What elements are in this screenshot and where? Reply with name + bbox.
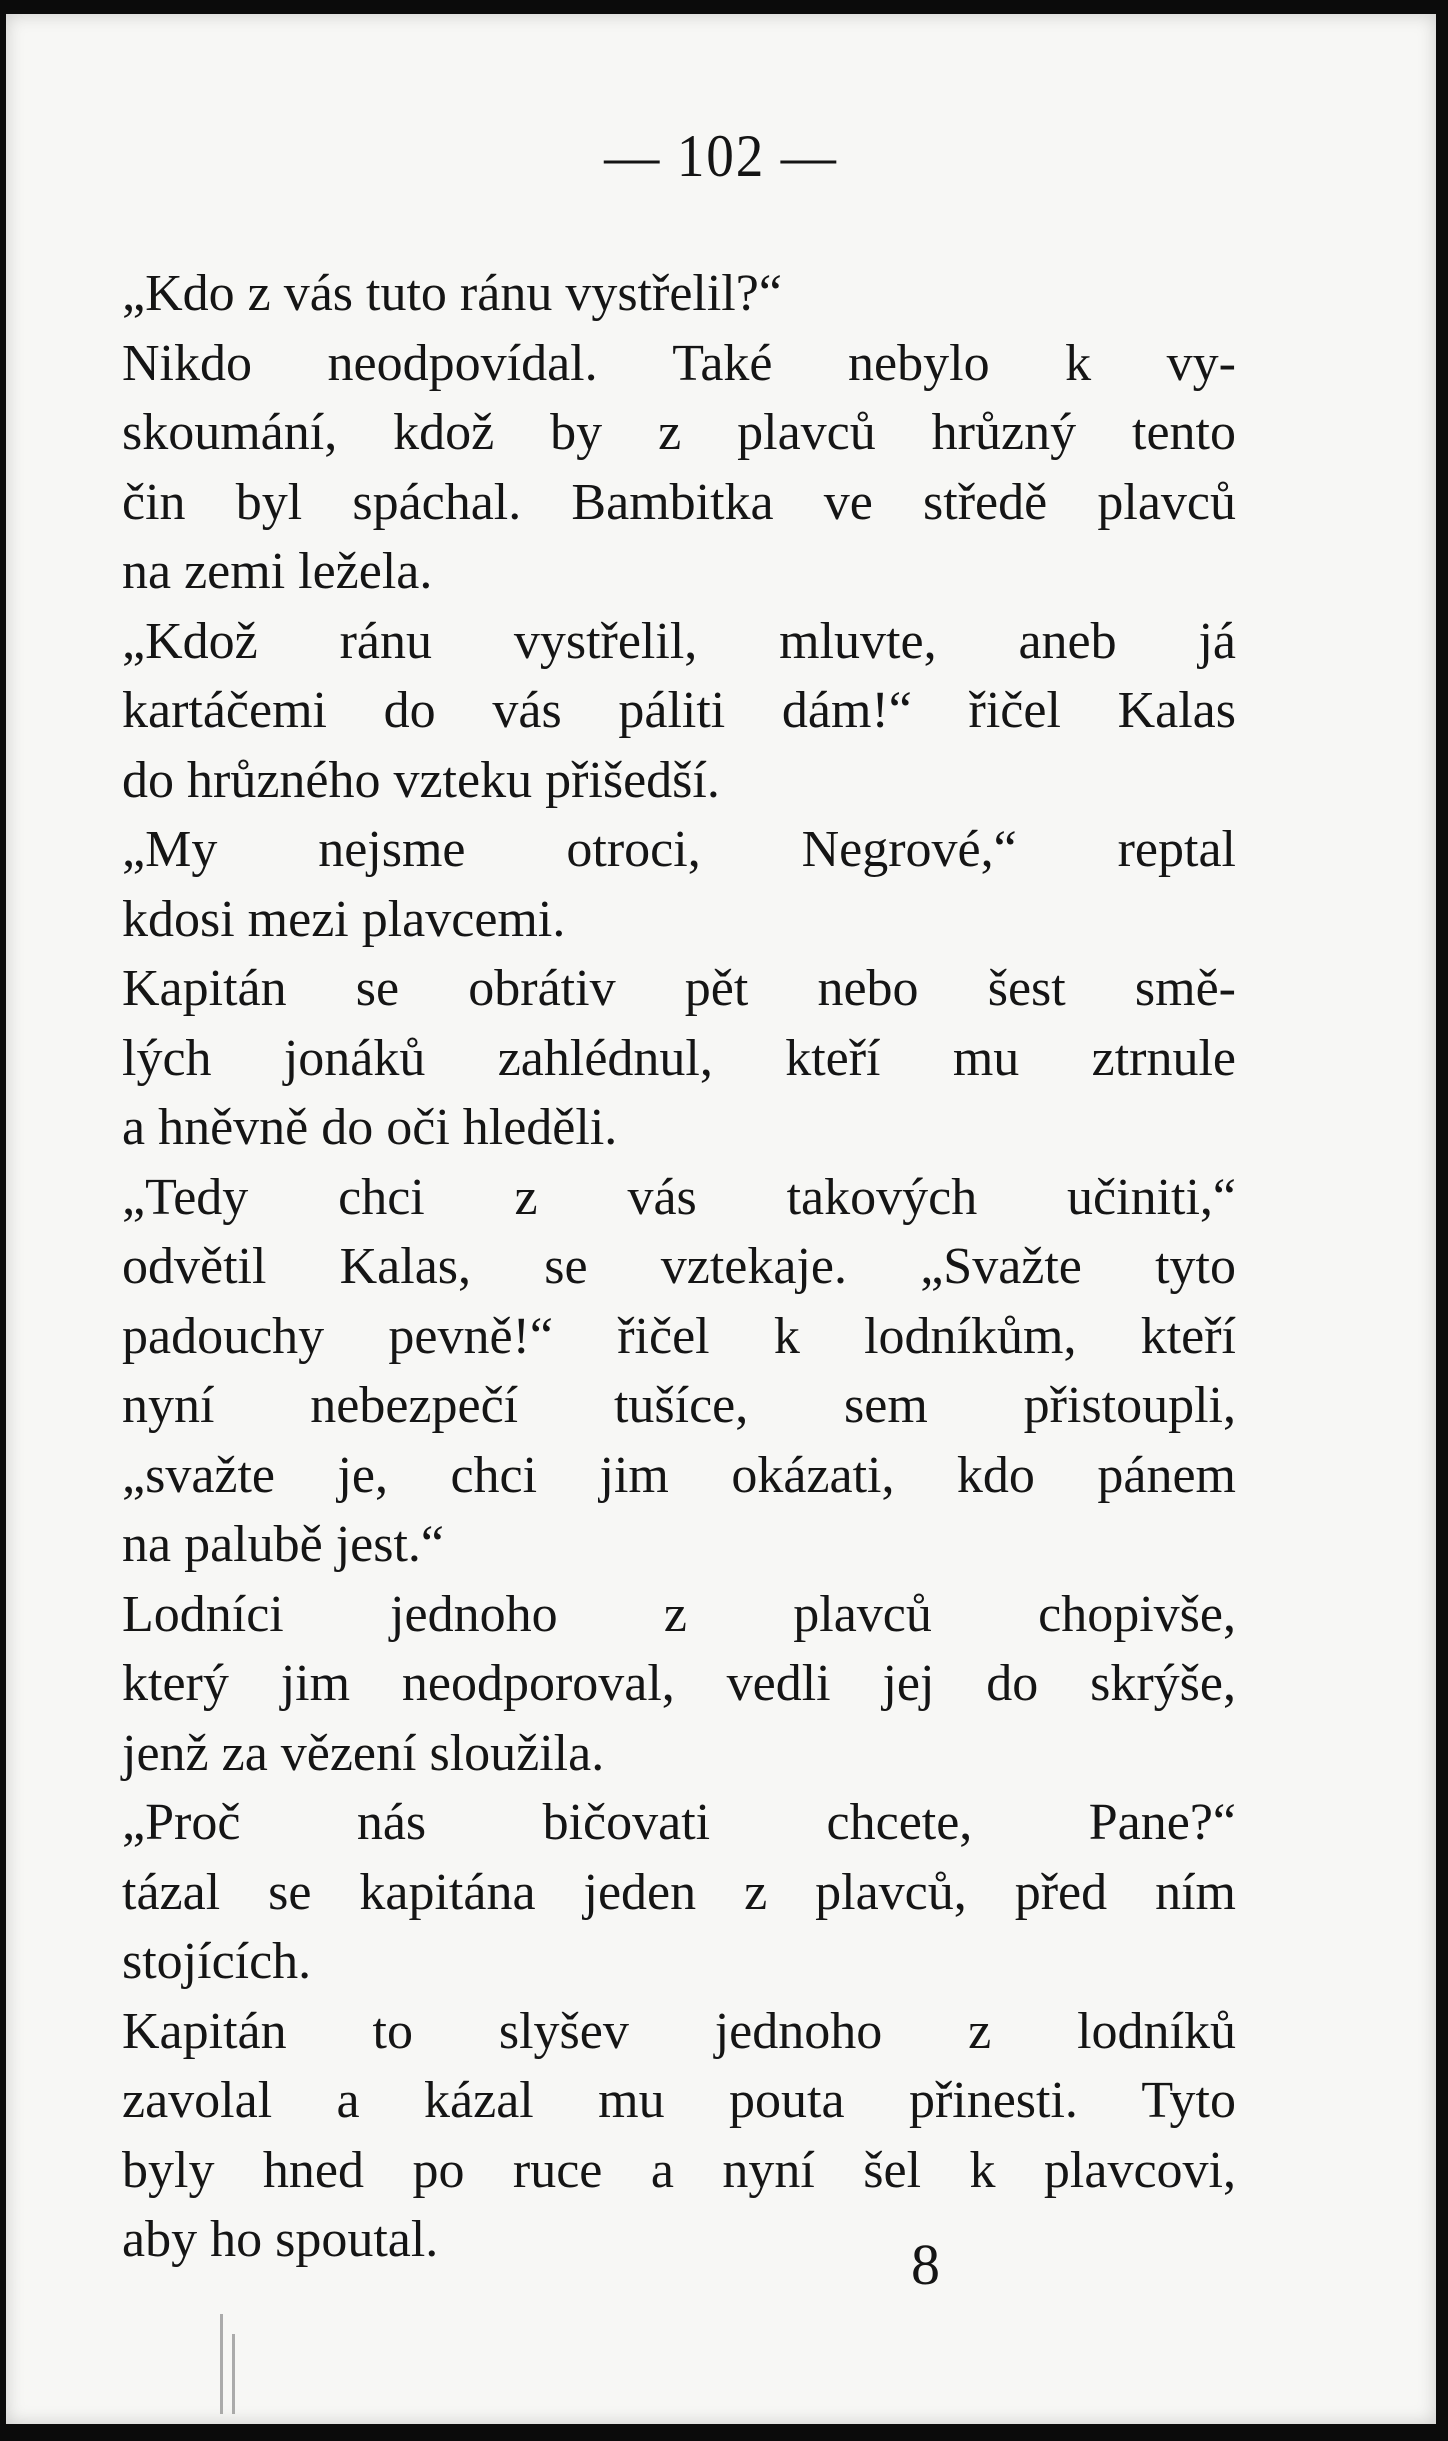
text-line: kdosi mezi plavcemi. [122,890,566,948]
signature-mark: 8 [911,2232,940,2297]
book-page [6,14,1436,2424]
scan-edge-mark [232,2334,235,2414]
text-line: a hněvně do oči hleděli. [122,1099,618,1156]
text-line: tázal se kapitána jeden z plavců, před ním [122,1863,1236,1921]
scan-edge-mark [220,2314,223,2414]
text-line: byly hned po ruce a nyní šel k plavcovi, [122,2141,1236,2199]
text-line: stojících. [122,1933,312,1990]
page-number: — 102 — [604,123,838,189]
text-line: „Proč nás bičovati chcete, Pane?“ [122,1794,1236,1851]
text-line: „My nejsme otroci, Negrové,“ reptal [122,821,1236,878]
text-line: Nikdo neodpovídal. Také nebylo k vy- [122,334,1236,392]
text-line: jenž za vězení sloužila. [122,1724,605,1782]
text-line: který jim neodporoval, vedli jej do skrýše, [122,1655,1236,1712]
text-line: „svažte je, chci jim okázati, kdo pánem [122,1446,1236,1504]
text-line: nyní nebezpečí tušíce, sem přistoupli, [122,1377,1236,1434]
text-line: do hrůzného vzteku přišedší. [122,751,720,809]
text-line: na zemi ležela. [122,543,433,600]
text-line: skoumání, kdož by z plavců hrůzný tento [122,404,1236,461]
text-line: zavolal a kázal mu pouta přinesti. Tyto [122,2072,1236,2129]
text-line: padouchy pevně!“ řičel k lodníkům, kteří [122,1307,1236,1365]
text-line: Kapitán se obrátiv pět nebo šest smě- [122,960,1236,1017]
body-text [122,259,1236,2275]
text-line: „Kdo z vás tuto ránu vystřelil?“ [122,265,782,322]
text-line: Lodníci jednoho z plavců chopivše, [122,1585,1236,1643]
text-line: na palubě jest.“ [122,1516,444,1573]
text-line: kartáčemi do vás páliti dám!“ řičel Kalas [122,682,1236,739]
text-line: lých jonáků zahlédnul, kteří mu ztrnule [122,1029,1236,1087]
text-line: „Tedy chci z vás takových učiniti,“ [122,1168,1236,1226]
text-line: čin byl spáchal. Bambitka ve středě plavců [122,473,1236,531]
text-line: odvětil Kalas, se vztekaje. „Svažte tyto [122,1238,1236,1295]
text-line: aby ho spoutal. [122,2211,439,2268]
text-line: „Kdož ránu vystřelil, mluvte, aneb já [122,612,1236,670]
text-line: Kapitán to slyšev jednoho z lodníků [122,2002,1236,2060]
